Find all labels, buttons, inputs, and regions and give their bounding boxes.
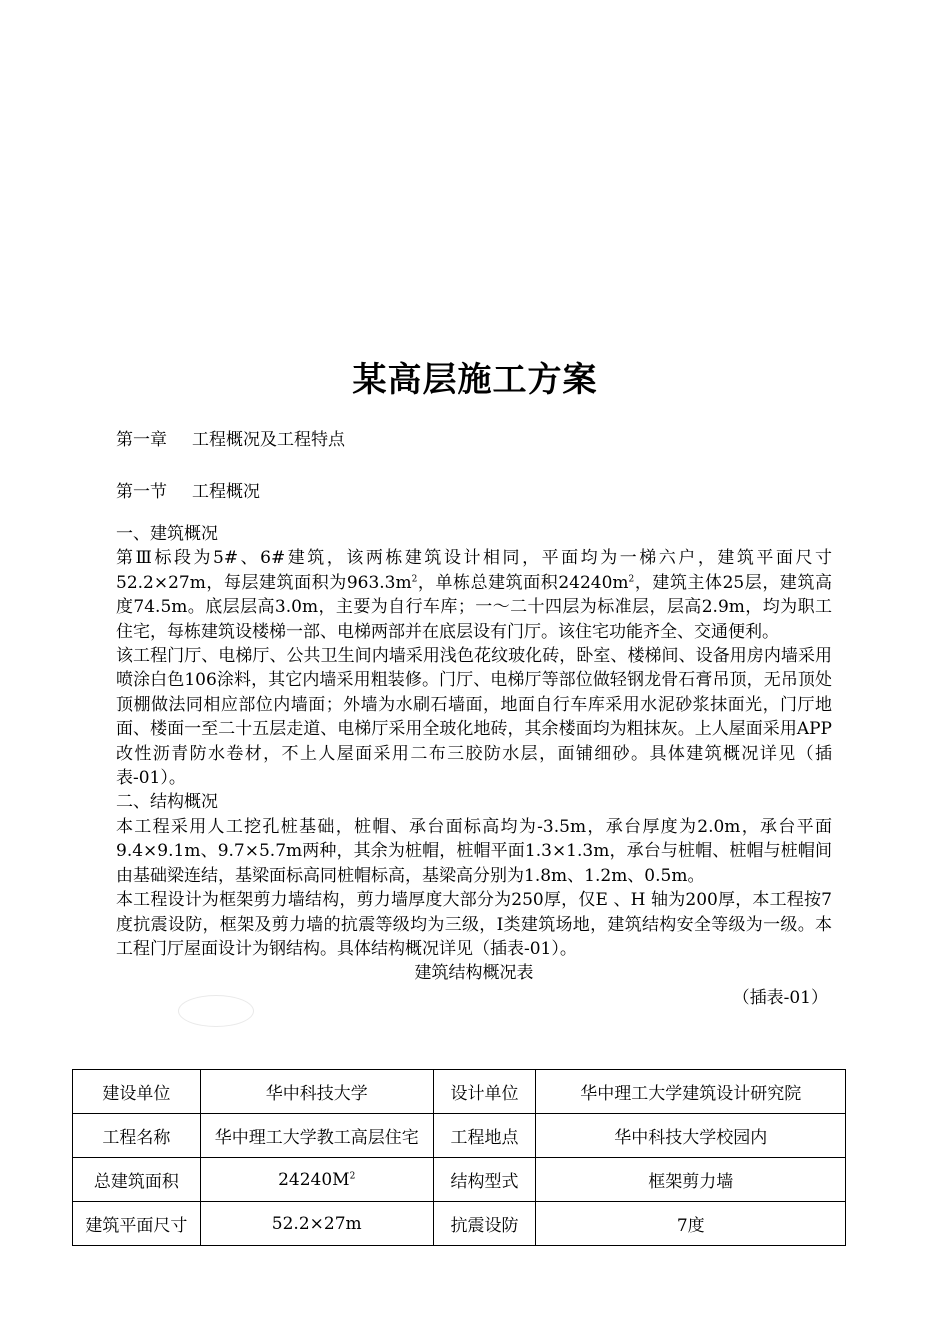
superscript: 2 bbox=[349, 1170, 356, 1181]
table-cell-value: 华中理工大学教工高层住宅 bbox=[200, 1114, 433, 1158]
table-row bbox=[73, 1202, 846, 1246]
subheading-architecture: 一、建筑概况 bbox=[116, 524, 218, 544]
table-cell-value: 华中理工大学建筑设计研究院 bbox=[536, 1070, 846, 1114]
chapter-title: 工程概况及工程特点 bbox=[192, 430, 345, 450]
document-body bbox=[116, 522, 832, 1010]
table-cell-label: 抗震设防 bbox=[433, 1202, 536, 1246]
section-heading bbox=[116, 479, 260, 505]
section-number: 第一节 bbox=[116, 482, 167, 502]
building-structure-table bbox=[72, 1069, 846, 1246]
paragraph-foundation: 本工程采用人工挖孔桩基础，桩帽、承台面标高均为-3.5m，承台厚度为2.0m，承台平面9.4×9.1m、9.7×5.7m两种，其余为桩帽，桩帽平面1.3×1.3m，承台与桩帽、桩帽与桩帽间由基础梁连结，基梁面标高同桩帽标高，基梁高分别为1.8m、1.2m、0.5m。 bbox=[116, 816, 832, 886]
table-cell-value: 华中科技大学 bbox=[200, 1070, 433, 1114]
table-cell-label: 工程名称 bbox=[73, 1114, 201, 1158]
table-cell-label: 结构型式 bbox=[433, 1158, 536, 1202]
chapter-number: 第一章 bbox=[116, 430, 167, 450]
table-cell-value bbox=[200, 1158, 433, 1202]
table-cell-label: 总建筑面积 bbox=[73, 1158, 201, 1202]
superscript: 2 bbox=[628, 574, 635, 585]
table-caption: 建筑结构概况表 bbox=[414, 963, 534, 984]
table-cell-value: 华中科技大学校园内 bbox=[536, 1114, 846, 1158]
text-run: ，建筑主体25层，建筑高度74.5m。底层层高3.0m，主要为自行车库；一～二十四层为标准层，层高2.9m，均为职工住宅，每栋建筑设楼梯一部、电梯两部并在底层设有门厅。该住宅功能齐全、交通便利。 bbox=[116, 572, 832, 642]
table-cell-label: 建设单位 bbox=[73, 1070, 201, 1114]
table-cell-value: 框架剪力墙 bbox=[536, 1158, 846, 1202]
paragraph-architecture-overview bbox=[116, 546, 832, 644]
table-row bbox=[73, 1158, 846, 1202]
area-value: 24240M bbox=[278, 1169, 350, 1190]
table-cell-value: 52.2×27m bbox=[200, 1202, 433, 1246]
text-run: 第Ⅲ标段为5#、6#建筑，该两栋建筑设计相同，平面均为一梯六户，建筑平面尺寸52.2×27m，每层建筑面积为963.3m bbox=[116, 548, 832, 593]
paragraph-structure-system: 本工程设计为框架剪力墙结构，剪力墙厚度大部分为250厚，仅E 、H 轴为200厚，本工程按7度抗震设防，框架及剪力墙的抗震等级均为三级，Ⅰ类建筑场地，建筑结构安全等级为一级。本工程门厅屋面设计为钢结构。具体结构概况详见（插表-01）。 bbox=[116, 890, 832, 959]
table-cell-value: 7度 bbox=[536, 1202, 846, 1246]
text-run: ，单栋总建筑面积24240m bbox=[417, 572, 629, 593]
table-cell-label: 设计单位 bbox=[433, 1070, 536, 1114]
table-cell-label: 工程地点 bbox=[433, 1114, 536, 1158]
superscript: 2 bbox=[411, 574, 418, 585]
paragraph-finishes: 该工程门厅、电梯厅、公共卫生间内墙采用浅色花纹玻化砖，卧室、楼梯间、设备用房内墙采用喷涂白色106涂料，其它内墙采用粗装修。门厅、电梯厅等部位做轻钢龙骨石膏吊顶，无吊顶处顶棚做法同相应部位内墙面；外墙为水刷石墙面，地面自行车库采用水泥砂浆抹面光，门厅地面、楼面一至二十五层走道、电梯厅采用全玻化地砖，其余楼面均为粗抹灰。上人屋面采用APP改性沥青防水卷材，不上人屋面采用二布三胶防水层，面铺细砂。具体建筑概况详见（插表-01）。 bbox=[116, 646, 832, 789]
faint-stamp-mark bbox=[178, 995, 254, 1027]
document-title: 某高层施工方案 bbox=[352, 360, 598, 400]
chapter-heading bbox=[116, 427, 345, 453]
table-row bbox=[73, 1070, 846, 1114]
section-title: 工程概况 bbox=[192, 482, 260, 502]
subheading-structure: 二、结构概况 bbox=[116, 792, 218, 813]
table-row bbox=[73, 1114, 846, 1158]
table-number: （插表-01） bbox=[732, 987, 828, 1008]
table-cell-label: 建筑平面尺寸 bbox=[73, 1202, 201, 1246]
